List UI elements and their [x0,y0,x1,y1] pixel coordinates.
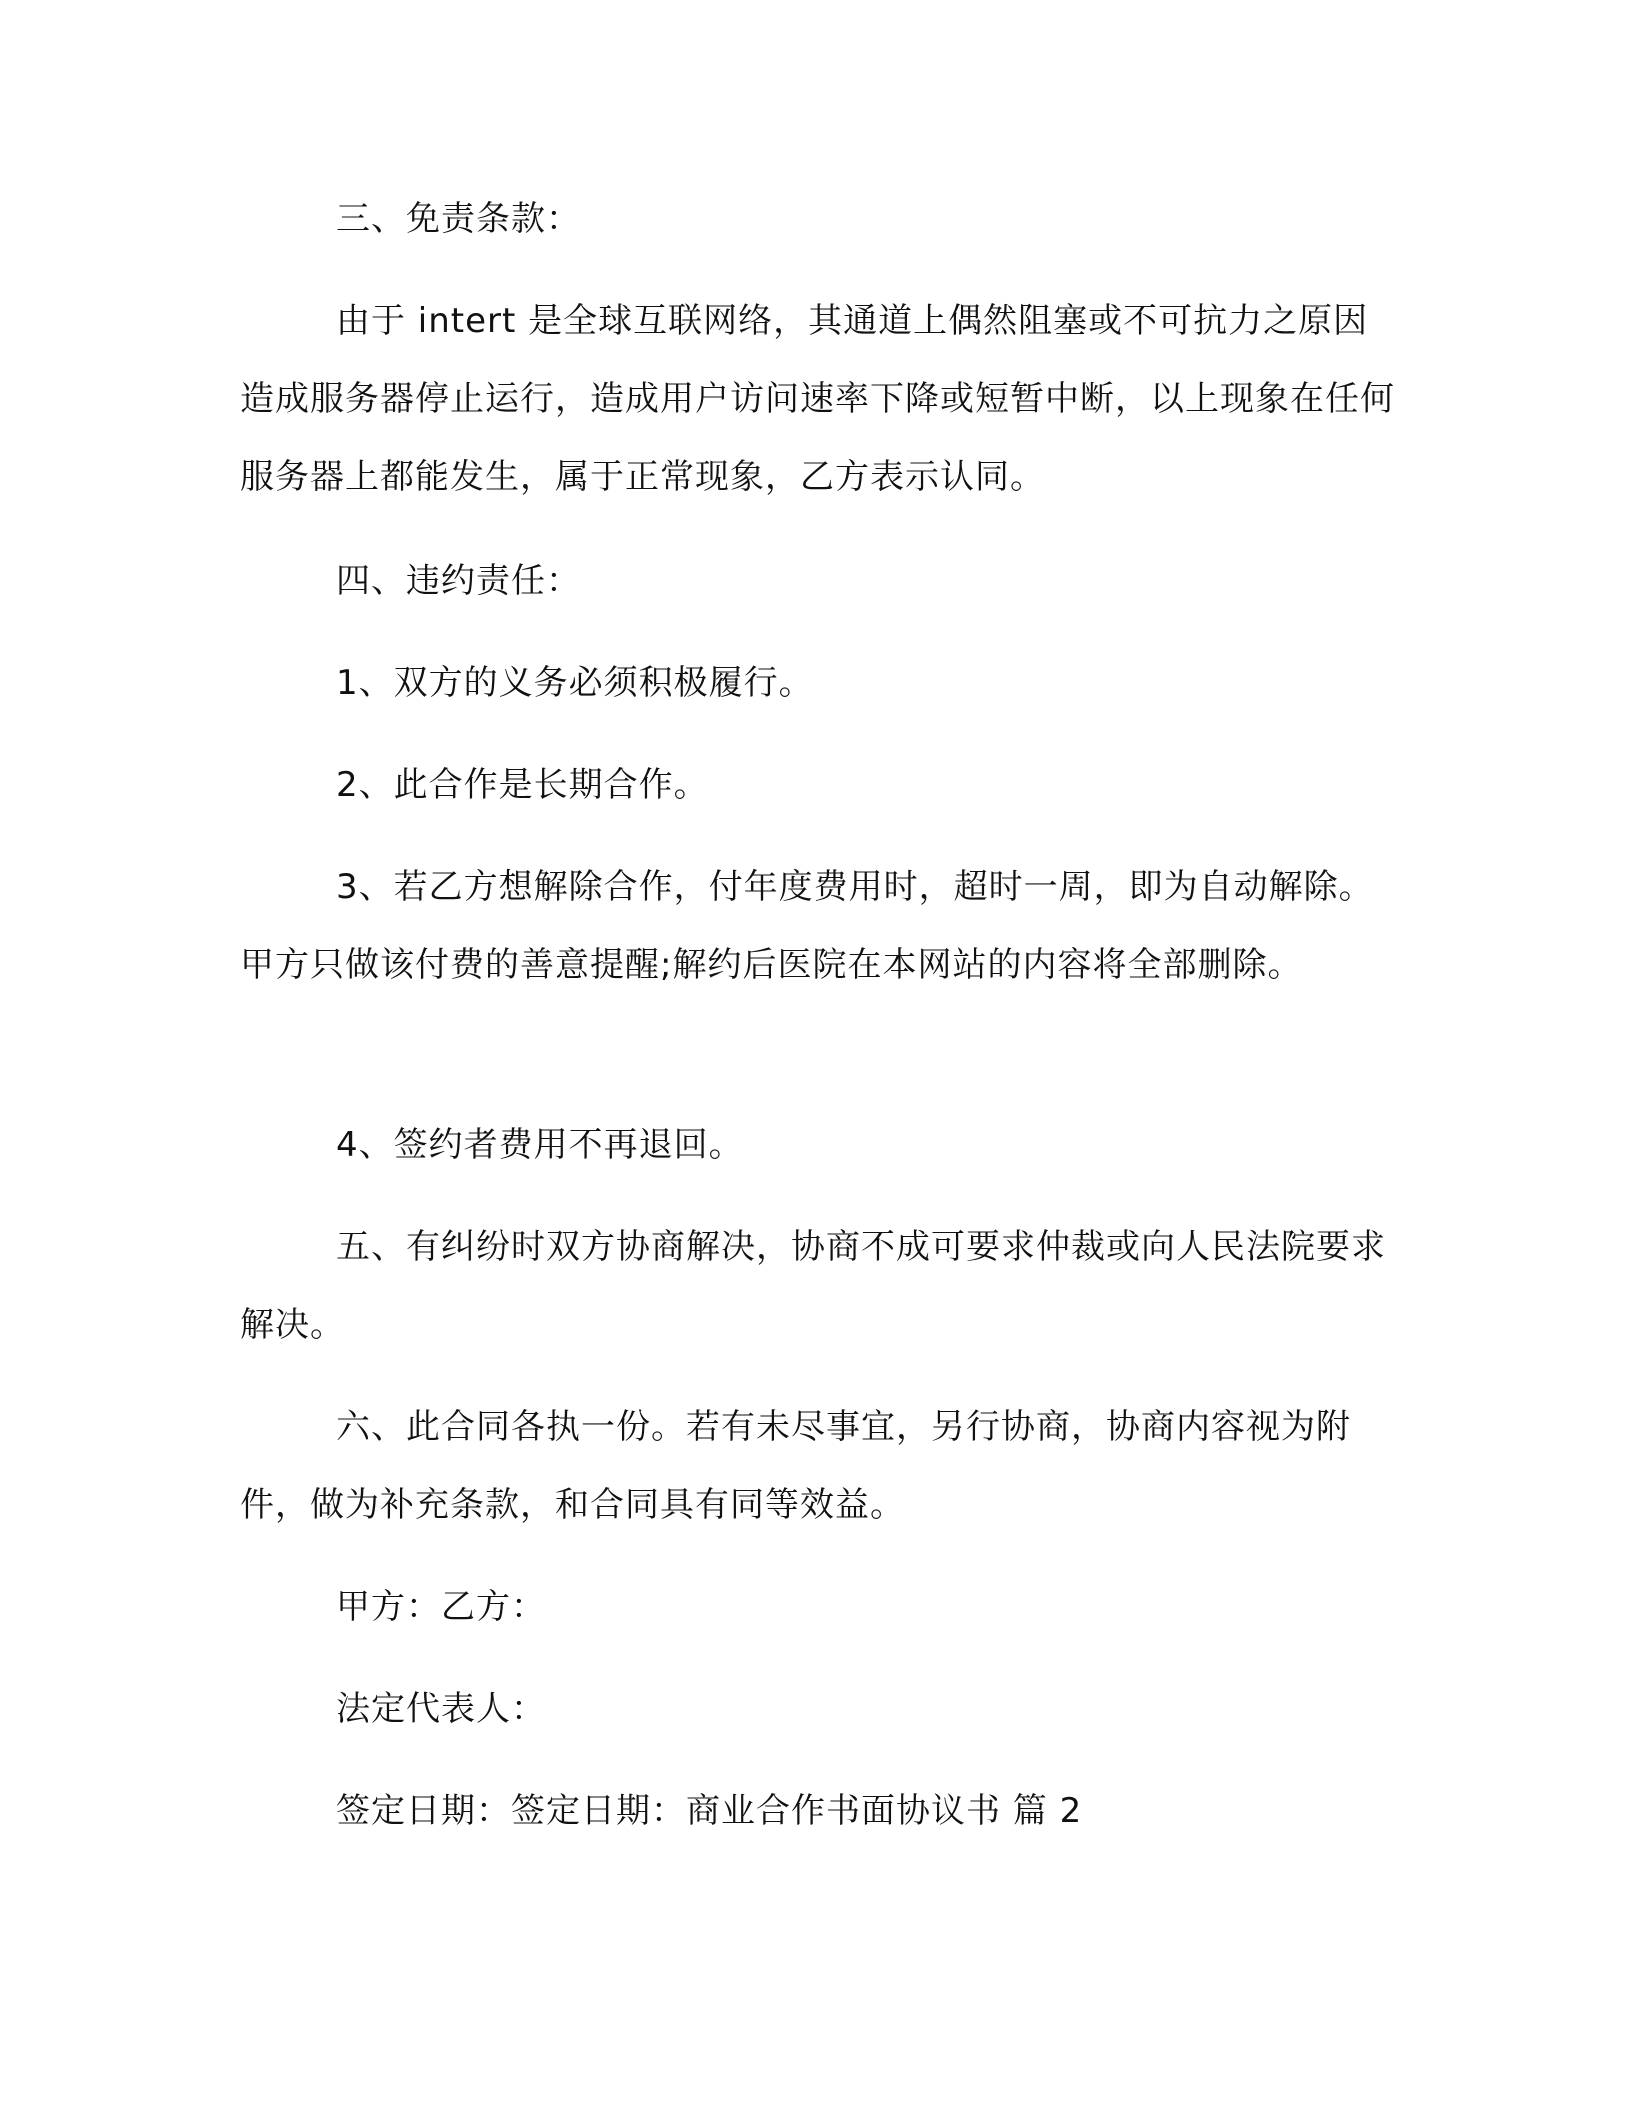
paragraph-clause-2: 2、此合作是长期合作。 [336,765,709,805]
section-heading-disclaimer: 三、免责条款： [336,199,581,239]
paragraph-clause-4: 4、签约者费用不再退回。 [336,1125,744,1165]
section-dispute: 五、有纠纷时双方协商解决，协商不成可要求仲裁或向人民法院要求解决。 [240,1227,1386,1345]
section-heading-breach: 四、违约责任： [336,561,581,601]
paragraph-disclaimer-text: 由于 intert 是全球互联网络，其通道上偶然阻塞或不可抗力之原因造成服务器停止运行，造成用户访问速率下降或短暂中断，以上现象在任何服务器上都能发生，属于正常现象，乙方表示认同。 [240,301,1395,497]
signature-legal-rep: 法定代表人： [336,1689,546,1729]
paragraph-clause-3: 3、若乙方想解除合作，付年度费用时，超时一周，即为自动解除。甲方只做该付费的善意提醒;解约后医院在本网站的内容将全部删除。 [240,867,1374,985]
section-copies: 六、此合同各执一份。若有未尽事宜，另行协商，协商内容视为附件，做为补充条款，和合同具有同等效益。 [240,1407,1351,1525]
signature-date: 签定日期：签定日期：商业合作书面协议书 篇 2 [336,1791,1083,1831]
signature-parties: 甲方：乙方： [336,1587,546,1627]
paragraph-clause-1: 1、双方的义务必须积极履行。 [336,663,814,703]
